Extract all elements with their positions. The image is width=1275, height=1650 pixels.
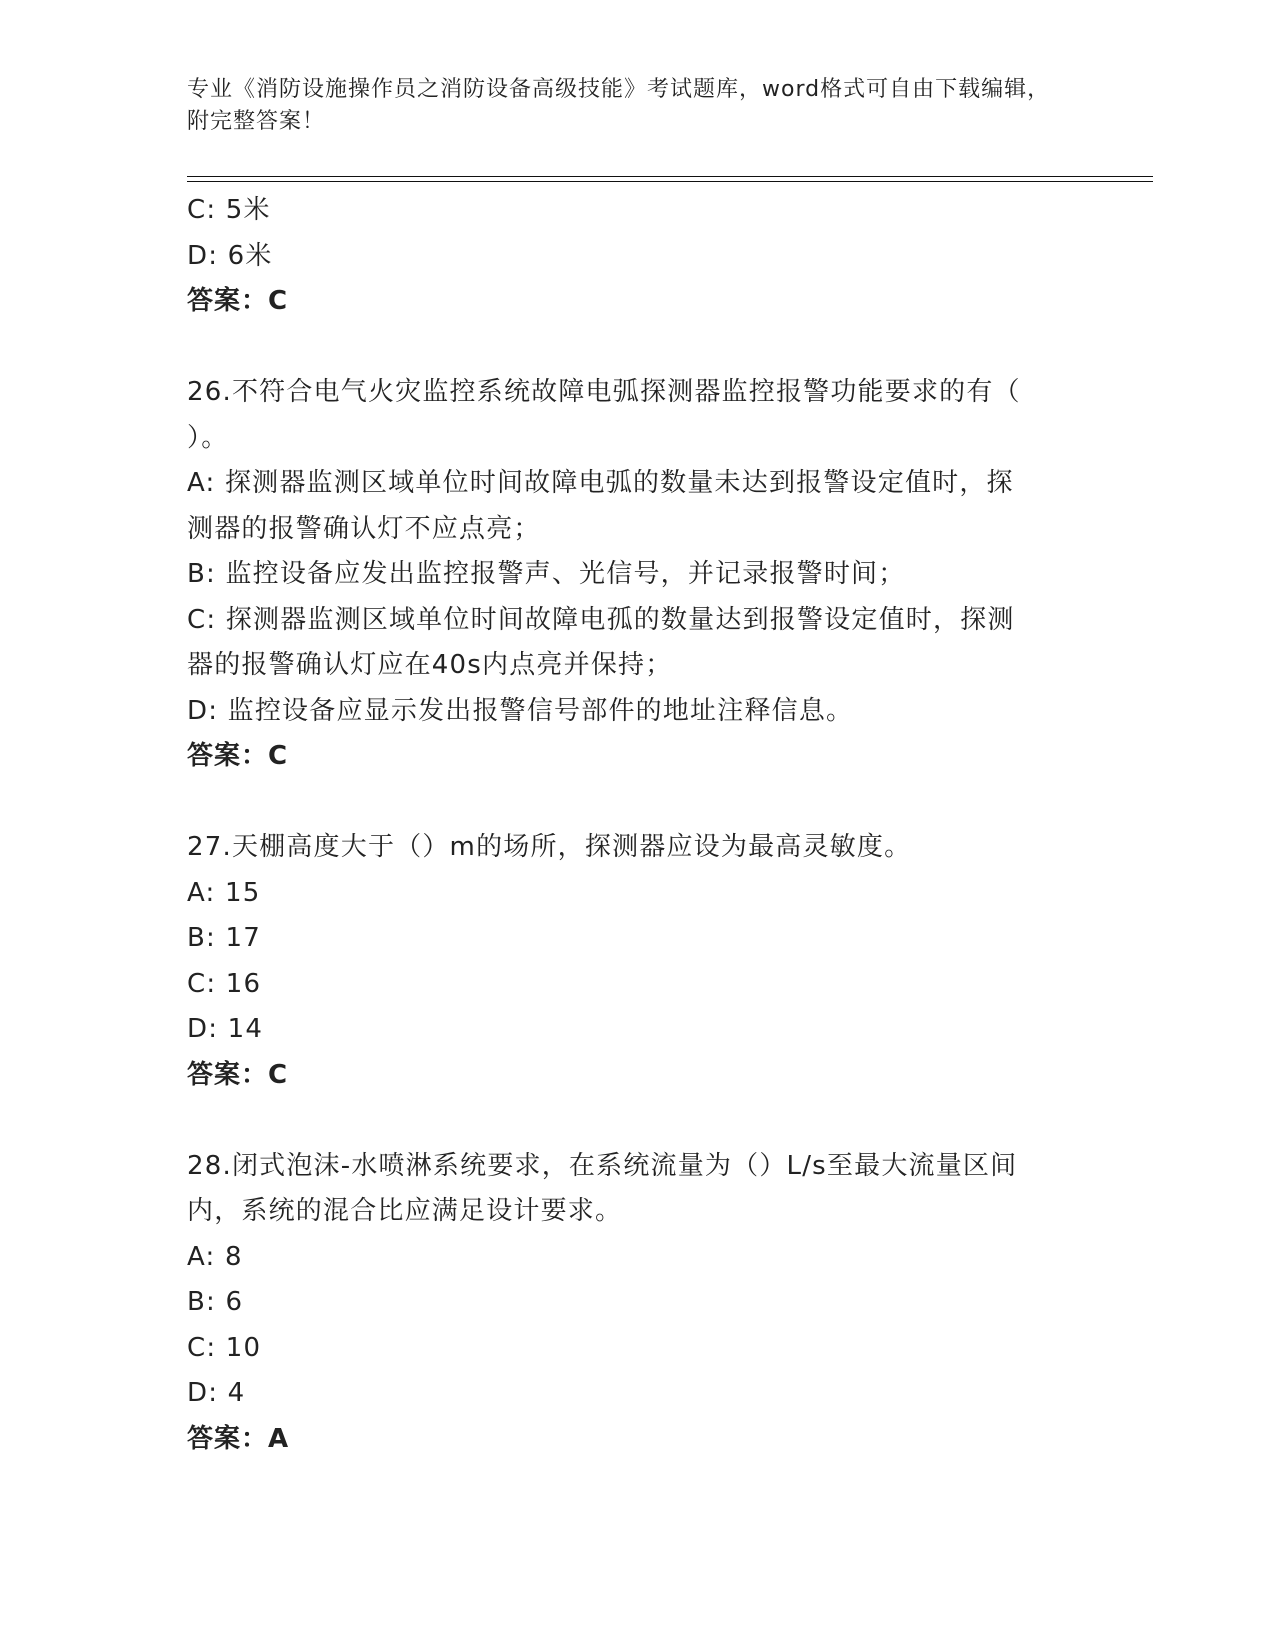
option-d: D: 14 xyxy=(187,1014,264,1044)
question-stem: 28.闭式泡沫-水喷淋系统要求，在系统流量为（）L/s至最大流量区间 xyxy=(187,1150,1018,1181)
question-stem: 27.天棚高度大于（）m的场所，探测器应设为最高灵敏度。 xyxy=(187,832,912,862)
question-25-continuation xyxy=(187,188,1087,325)
question-stem: 26.不符合电气火灾监控系统故障电弧探测器监控报警功能要求的有（ xyxy=(187,377,1021,407)
option-d: D: 监控设备应显示发出报警信号部件的地址注释信息。 xyxy=(187,695,854,726)
option-c: C: 探测器监测区域单位时间故障电孤的数量达到报警设定值时，探测 xyxy=(187,604,1015,635)
header-rule-top xyxy=(187,176,1153,177)
option-c: C: 16 xyxy=(187,968,262,999)
spacer xyxy=(187,1098,1087,1144)
option-b: B: 监控设备应发出监控报警声、光信号，并记录报警时间； xyxy=(187,559,906,589)
option-b: B: 6 xyxy=(187,1287,244,1317)
option-b: B: 17 xyxy=(187,923,261,953)
question-stem: 内，系统的混合比应满足设计要求。 xyxy=(187,1196,623,1226)
spacer xyxy=(187,325,1087,371)
answer-line: 答案：C xyxy=(187,741,289,771)
option-d: D: 6米 xyxy=(187,240,273,271)
question-content xyxy=(187,188,1087,1462)
option-a: A: 8 xyxy=(187,1241,243,1272)
spacer xyxy=(187,780,1087,826)
question-stem: ）。 xyxy=(187,422,229,453)
option-c: C: 5米 xyxy=(187,195,271,225)
header-rule-bottom xyxy=(187,181,1153,182)
question-28 xyxy=(187,1144,1087,1463)
option-a: A: 15 xyxy=(187,877,261,908)
answer-line: 答案：A xyxy=(187,1423,290,1454)
option-a-cont: 测器的报警确认灯不应点亮； xyxy=(187,513,541,544)
question-27 xyxy=(187,825,1087,1098)
option-d: D: 4 xyxy=(187,1378,246,1408)
answer-line: 答案：C xyxy=(187,286,289,316)
option-c: C: 10 xyxy=(187,1332,262,1363)
document-header: 专业《消防设施操作员之消防设备高级技能》考试题库，word格式可自由下载编辑，附完整答案！ xyxy=(187,77,1051,134)
question-26 xyxy=(187,370,1087,780)
answer-line: 答案：C xyxy=(187,1059,289,1090)
option-a: A: 探测器监测区域单位时间故障电弧的数量未达到报警设定值时，探 xyxy=(187,468,1014,498)
option-c-cont: 器的报警确认灯应在40s内点亮并保持； xyxy=(187,650,673,680)
